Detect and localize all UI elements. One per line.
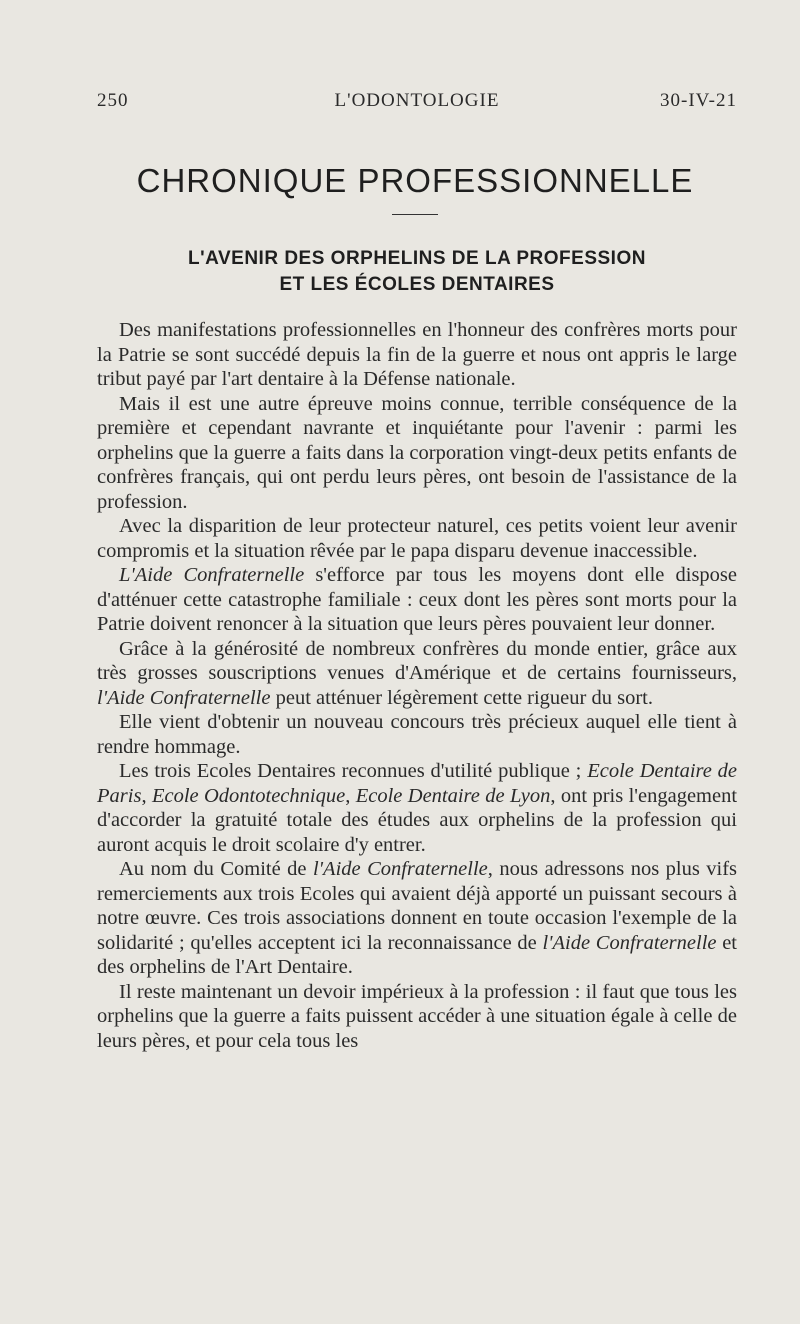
running-header: [97, 90, 737, 116]
aide-confraternelle-italic: L'Aide Confraternelle: [119, 564, 305, 586]
paragraph-2: Mais il est une autre épreuve moins connue, terrible conséquence de la première et cependant navrante et inquiétante pour l'avenir : parmi les orphelins que la guerre a faits dans la corporation vingt-deux petits enfants de confrères français, qui ont perdu leurs pères, ont besoin de l'assistance de la profession.: [97, 392, 737, 513]
issue-date: 30-IV-21: [660, 90, 737, 111]
paragraph-4: L'Aide Confraternelle s'efforce par tous les moyens dont elle dispose d'atténuer cette catastrophe familiale : ceux dont les pères sont morts pour la Patrie doivent renoncer à la situation que leurs pères pouvaient leur donner.: [97, 564, 738, 635]
school-name-odontotechnique: Ecole Odontotechnique: [151, 784, 346, 807]
paragraph-6: Elle vient d'obtenir un nouveau concours très précieux auquel elle tient à rendre hommage.: [97, 711, 737, 758]
aide-confraternelle-italic: l'Aide Confraternelle: [312, 858, 488, 880]
article-title: [97, 246, 737, 298]
paragraph-7: Les trois Ecoles Dentaires reconnues d'utilité publique ; Ecole Dentaire de Paris, Ecole Odontotechnique, Ecole Dentaire de Lyon, ont pris l'engagement d'accorder la gratuité totale des études aux orphelins de la profession qui auront acquis le droit scolaire d'y entrer.: [97, 760, 738, 856]
aide-confraternelle-italic: l'Aide Confraternelle: [97, 686, 271, 709]
page-number: 250: [97, 90, 129, 111]
paragraph-1: Des manifestations professionnelles en l'honneur des confrères morts pour la Patrie se sont succédé depuis la fin de la guerre et nous ont appris le large tribut payé par l'art dentaire à la Défense nationale.: [97, 319, 737, 390]
paragraph-3: Avec la disparition de leur protecteur naturel, ces petits voient leur avenir compromis et la situation rêvée par le papa disparu devenue inaccessible.: [97, 515, 737, 562]
article-title-line-1: L'AVENIR DES ORPHELINS DE LA PROFESSION: [188, 248, 646, 269]
school-name-lyon: Ecole Dentaire de Lyon: [355, 784, 551, 807]
article-body: [97, 318, 737, 1053]
journal-title: L'ODONTOLOGIE: [334, 90, 500, 111]
school-name-paris: Ecole Dentaire de Paris: [97, 760, 738, 807]
article-title-line-2: ET LES ÉCOLES DENTAIRES: [279, 274, 555, 295]
aide-confraternelle-italic: l'Aide Confraternelle: [542, 931, 717, 954]
paragraph-5: Grâce à la générosité de nombreux confrères du monde entier, grâce aux très grosses souscriptions venues d'Amérique et de certains fournisseurs, l'Aide Confraternelle peut atténuer légèrement cette rigueur du sort.: [97, 637, 737, 709]
title-divider: [392, 214, 438, 215]
section-title: CHRONIQUE PROFESSIONNELLE: [136, 162, 694, 199]
paragraph-9: Il reste maintenant un devoir impérieux à la profession : il faut que tous les orphelins que la guerre a faits puissent accéder à une situation égale à celle de leurs pères, et pour cela tous les: [97, 980, 737, 1052]
paragraph-8: Au nom du Comité de l'Aide Confraternelle, nous adressons nos plus vifs remerciements aux trois Ecoles qui avaient déjà apporté un puissant secours à notre œuvre. Ces trois associations donnent en toute occasion l'exemple de la solidarité ; qu'elles acceptent ici la reconnaissance de l'Aide Confraternelle et des orphelins de l'Art Dentaire.: [97, 858, 737, 978]
